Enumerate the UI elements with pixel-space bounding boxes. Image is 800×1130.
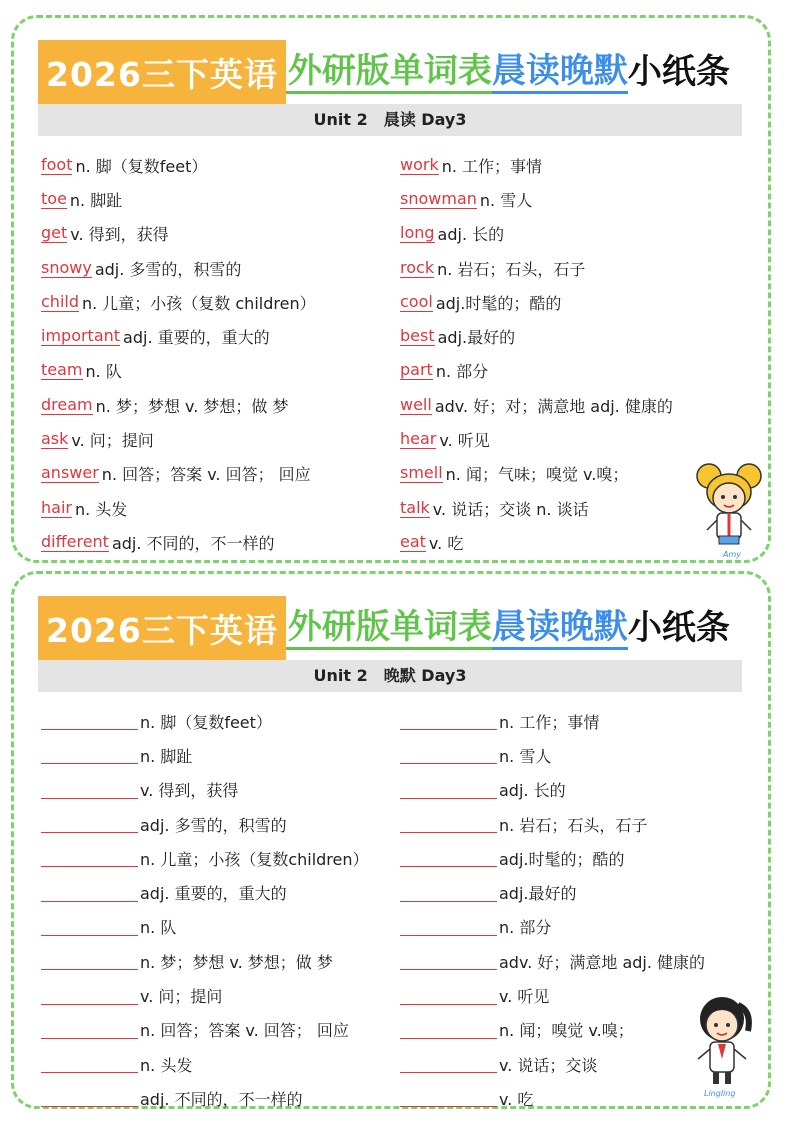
answer-blank[interactable] — [400, 815, 497, 833]
dictation-row — [400, 875, 740, 909]
word-list-left — [41, 148, 391, 560]
vocab-row — [400, 285, 740, 319]
dictation-row — [41, 841, 391, 875]
lingling-avatar — [686, 989, 758, 1099]
title-year: 2026三下英语 — [38, 40, 286, 104]
vocab-word: hear — [400, 429, 437, 449]
answer-blank[interactable] — [41, 781, 138, 799]
vocab-word: well — [400, 394, 432, 414]
word-list-right — [400, 148, 740, 560]
answer-blank[interactable] — [400, 1089, 497, 1107]
answer-blank[interactable] — [41, 987, 138, 1005]
answer-blank[interactable] — [41, 1089, 138, 1107]
dictation-row — [41, 1047, 391, 1081]
vocab-meaning: v. 问；提问 — [140, 987, 223, 1007]
vocab-meaning: n. 回答；答案 v. 回答； 回应 — [101, 465, 311, 485]
vocab-meaning: adj. 多雪的，积雪的 — [94, 259, 242, 279]
vocab-word: get — [41, 223, 68, 243]
vocab-row — [41, 354, 391, 388]
vocab-meaning: v. 说话；交谈 — [499, 1055, 598, 1075]
vocab-row — [400, 491, 740, 525]
answer-blank[interactable] — [41, 712, 138, 730]
vocab-meaning: n. 部分 — [435, 362, 489, 382]
vocab-word: hair — [41, 497, 72, 517]
vocab-meaning: n. 雪人 — [479, 190, 533, 210]
vocab-meaning: adj. 多雪的，积雪的 — [140, 815, 287, 835]
vocab-meaning: n. 脚（复数feet） — [75, 156, 208, 176]
answer-blank[interactable] — [400, 781, 497, 799]
vocab-word: important — [41, 326, 121, 346]
answer-blank[interactable] — [400, 712, 497, 730]
vocab-row — [400, 319, 740, 353]
vocab-word: ask — [41, 429, 69, 449]
dictation-row — [41, 978, 391, 1012]
vocab-meaning: adj. 不同的，不一样的 — [140, 1089, 303, 1109]
vocab-meaning: v. 得到，获得 — [140, 781, 239, 801]
vocab-meaning: adj. 长的 — [499, 781, 566, 801]
vocab-meaning: n. 梦；梦想 v. 梦想；做 梦 — [140, 952, 333, 972]
vocab-row — [41, 217, 391, 251]
vocab-word: best — [400, 326, 435, 346]
vocab-word: talk — [400, 497, 430, 517]
vocab-row — [400, 217, 740, 251]
vocab-meaning: adj.最好的 — [499, 884, 577, 904]
dictation-row — [41, 773, 391, 807]
answer-blank[interactable] — [41, 1021, 138, 1039]
vocab-word: rock — [400, 257, 435, 277]
vocab-meaning: n. 回答；答案 v. 回答； 回应 — [140, 1021, 349, 1041]
vocab-row — [41, 422, 391, 456]
vocab-word: child — [41, 291, 79, 311]
answer-blank[interactable] — [41, 884, 138, 902]
card-title — [38, 596, 758, 660]
vocab-row — [41, 319, 391, 353]
title-edition: 外研版单词表 — [286, 51, 492, 94]
title-reading: 晨读晚默 — [492, 51, 628, 94]
vocab-word: answer — [41, 463, 99, 483]
answer-blank[interactable] — [400, 952, 497, 970]
vocab-row — [400, 457, 740, 491]
amy-name: Amy — [723, 550, 741, 559]
amy-avatar — [693, 458, 765, 558]
vocab-row — [400, 422, 740, 456]
lingling-name: Lingling — [704, 1089, 736, 1098]
vocab-meaning: n. 队 — [85, 362, 122, 382]
vocab-word: long — [400, 223, 435, 243]
dictation-row — [41, 910, 391, 944]
vocab-row — [41, 491, 391, 525]
answer-blank[interactable] — [41, 746, 138, 764]
vocab-meaning: v. 吃 — [499, 1089, 534, 1109]
title-slip: 小纸条 — [627, 52, 730, 92]
vocab-row — [400, 251, 740, 285]
title-year: 2026三下英语 — [38, 596, 286, 660]
vocab-word: dream — [41, 394, 93, 414]
vocab-row — [400, 525, 740, 559]
vocab-row — [400, 182, 740, 216]
vocab-meaning: n. 闻；气味；嗅觉 v.嗅； — [445, 465, 629, 485]
dictation-row — [41, 944, 391, 978]
answer-blank[interactable] — [400, 849, 497, 867]
dictation-row — [41, 704, 391, 738]
dictation-row — [400, 807, 740, 841]
vocab-meaning: n. 部分 — [499, 918, 552, 938]
vocab-meaning: n. 工作；事情 — [499, 712, 600, 732]
vocab-meaning: adv. 好；满意地 adj. 健康的 — [499, 952, 706, 972]
vocab-row — [41, 182, 391, 216]
vocab-meaning: n. 脚趾 — [69, 190, 123, 210]
vocab-word: work — [400, 154, 439, 174]
vocab-row — [41, 251, 391, 285]
dictation-row — [41, 1081, 391, 1115]
vocab-meaning: adj. 重要的，重大的 — [140, 884, 287, 904]
vocab-meaning: v. 说话；交谈 n. 谈话 — [432, 499, 589, 519]
vocab-meaning: n. 头发 — [140, 1055, 193, 1075]
unit-label: Unit 2 晨读 Day3 — [38, 104, 742, 136]
vocab-meaning: n. 工作；事情 — [441, 156, 543, 176]
dictation-row — [400, 944, 740, 978]
dictation-row — [41, 1013, 391, 1047]
vocab-meaning: adj.时髦的；酷的 — [499, 849, 625, 869]
vocab-meaning: v. 得到，获得 — [70, 225, 169, 245]
answer-blank[interactable] — [400, 987, 497, 1005]
vocab-meaning: n. 岩石；石头，石子 — [499, 815, 648, 835]
vocab-meaning: adj. 长的 — [437, 225, 505, 245]
vocab-word: snowman — [400, 188, 477, 208]
vocab-row — [400, 354, 740, 388]
answer-blank[interactable] — [400, 1021, 497, 1039]
vocab-row — [41, 525, 391, 559]
evening-dictation-card — [11, 571, 771, 1109]
dictation-row — [41, 807, 391, 841]
dictation-list-left — [41, 704, 391, 1116]
vocab-meaning: adj.最好的 — [437, 328, 516, 348]
vocab-word: team — [41, 360, 83, 380]
title-edition: 外研版单词表 — [286, 607, 492, 650]
dictation-row — [400, 738, 740, 772]
vocab-row — [41, 388, 391, 422]
vocab-row — [41, 457, 391, 491]
answer-blank[interactable] — [41, 849, 138, 867]
dictation-row — [41, 738, 391, 772]
answer-blank[interactable] — [41, 1055, 138, 1073]
vocab-meaning: n. 脚趾 — [140, 746, 193, 766]
answer-blank[interactable] — [400, 1055, 497, 1073]
card-title — [38, 40, 758, 104]
vocab-word: snowy — [41, 257, 92, 277]
vocab-meaning: adv. 好；对；满意地 adj. 健康的 — [434, 396, 673, 416]
vocab-meaning: v. 听见 — [499, 987, 550, 1007]
title-reading: 晨读晚默 — [492, 607, 628, 650]
vocab-word: foot — [41, 154, 73, 174]
vocab-row — [400, 388, 740, 422]
vocab-meaning: n. 脚（复数feet） — [140, 712, 272, 732]
vocab-meaning: adj. 重要的，重大的 — [123, 328, 270, 348]
vocab-word: eat — [400, 531, 426, 551]
dictation-row — [400, 841, 740, 875]
vocab-meaning: n. 头发 — [74, 499, 128, 519]
answer-blank[interactable] — [400, 884, 497, 902]
vocab-meaning: v. 吃 — [428, 533, 464, 553]
vocab-word: part — [400, 360, 433, 380]
answer-blank[interactable] — [41, 815, 138, 833]
vocab-meaning: n. 儿童；小孩（复数children） — [140, 849, 369, 869]
dictation-row — [400, 910, 740, 944]
answer-blank[interactable] — [41, 918, 138, 936]
vocab-word: cool — [400, 291, 433, 311]
dictation-row — [41, 875, 391, 909]
vocab-meaning: adj.时髦的；酷的 — [435, 293, 562, 313]
title-slip: 小纸条 — [627, 608, 730, 648]
vocab-meaning: n. 岩石；石头，石子 — [437, 259, 586, 279]
vocab-meaning: n. 雪人 — [499, 746, 552, 766]
answer-blank[interactable] — [400, 746, 497, 764]
answer-blank[interactable] — [400, 918, 497, 936]
vocab-meaning: adj. 不同的，不一样的 — [111, 533, 275, 553]
unit-label: Unit 2 晚默 Day3 — [38, 660, 742, 692]
vocab-meaning: n. 队 — [140, 918, 177, 938]
dictation-row — [400, 773, 740, 807]
vocab-meaning: v. 听见 — [439, 431, 490, 451]
vocab-meaning: v. 问；提问 — [71, 431, 154, 451]
vocab-meaning: n. 儿童；小孩（复数 children） — [81, 293, 316, 313]
vocab-meaning: n. 闻；嗅觉 v.嗅； — [499, 1021, 634, 1041]
vocab-word: toe — [41, 188, 67, 208]
vocab-row — [41, 148, 391, 182]
answer-blank[interactable] — [41, 952, 138, 970]
vocab-word: smell — [400, 463, 443, 483]
vocab-row — [400, 148, 740, 182]
vocab-meaning: n. 梦；梦想 v. 梦想；做 梦 — [95, 396, 289, 416]
vocab-word: different — [41, 531, 109, 551]
dictation-row — [400, 704, 740, 738]
morning-reading-card — [11, 15, 771, 563]
vocab-row — [41, 285, 391, 319]
